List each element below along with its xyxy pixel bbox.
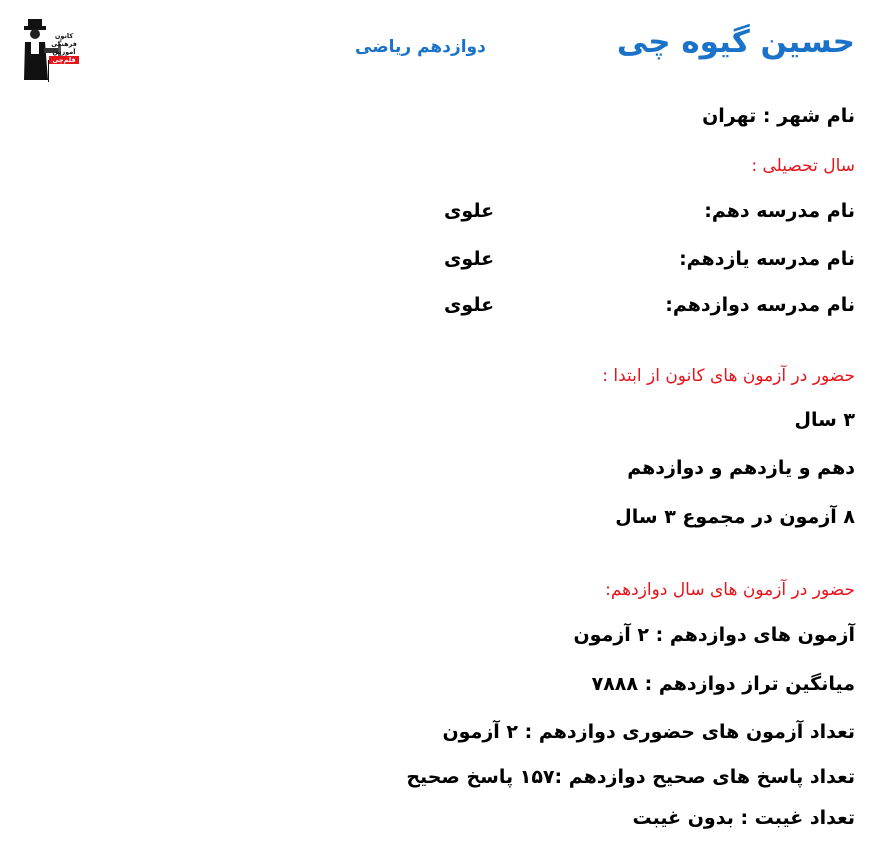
avg-score-12: میانگین تراز دوازدهم : ۷۸۸۸ [591, 673, 855, 695]
school-label-10: نام مدرسه دهم: [704, 200, 855, 222]
school-value-12: علوی [444, 294, 495, 316]
logo-text-2: فرهنگی [51, 40, 77, 48]
school-row-12 [400, 292, 855, 318]
exam-count-12: آزمون های دوازدهم : ۲ آزمون [573, 624, 855, 646]
correct-answers-12: تعداد پاسخ های صحیح دوازدهم :۱۵۷ پاسخ صحیح [406, 766, 855, 788]
school-label-11: نام مدرسه یازدهم: [679, 248, 855, 270]
absence-count: تعداد غیبت : بدون غیبت [632, 807, 855, 829]
school-value-10: علوی [444, 200, 495, 222]
school-value-11: علوی [444, 248, 495, 270]
attendance-grades: دهم و یازدهم و دوازدهم [627, 457, 855, 479]
major-label: دوازدهم ریاضی [355, 37, 486, 57]
in-person-count-12: تعداد آزمون های حضوری دوازدهم : ۲ آزمون [442, 721, 855, 743]
kanoon-logo [22, 14, 80, 82]
logo-text-3: آموزش [52, 48, 76, 56]
attendance-years: ۳ سال [794, 409, 855, 431]
attendance-12-heading: حضور در آزمون های سال دوازدهم: [605, 580, 855, 600]
logo-text-1: کانون [54, 32, 74, 40]
school-label-12: نام مدرسه دوازدهم: [665, 294, 855, 316]
attendance-exams: ۸ آزمون در مجموع ۳ سال [615, 506, 855, 528]
school-row-11 [400, 246, 855, 272]
attendance-total-heading: حضور در آزمون های کانون از ابتدا : [602, 366, 855, 386]
school-row-10 [400, 198, 855, 224]
study-years-heading: سال تحصیلی : [751, 156, 855, 176]
student-name: حسین گیوه چی [616, 24, 855, 60]
logo-text-4: قلم‌چی [49, 56, 79, 64]
city-line: نام شهر : تهران [702, 105, 855, 127]
